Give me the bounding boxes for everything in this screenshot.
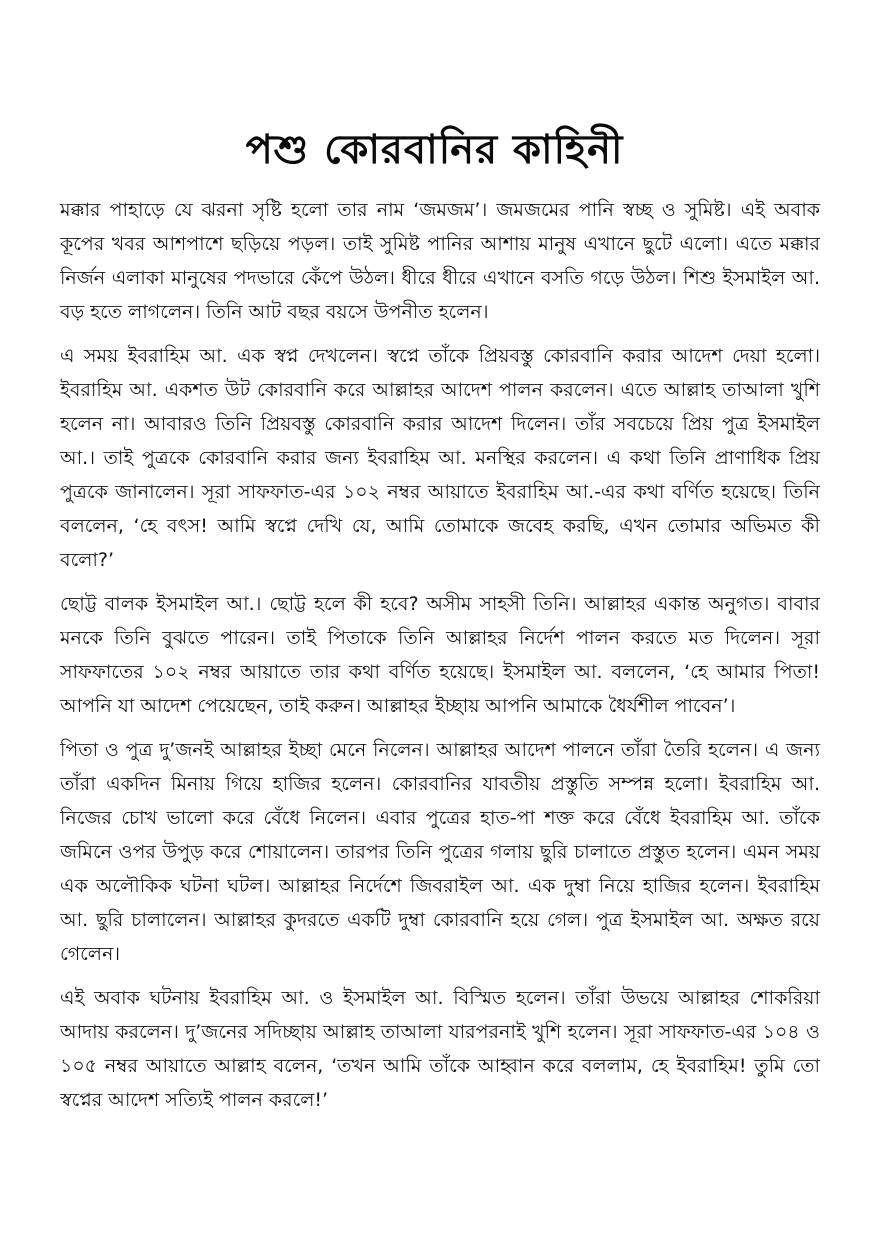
paragraph-5: এই অবাক ঘটনায় ইবরাহিম আ. ও ইসমাইল আ. বিস্মিত হলেন। তাঁরা উভয়ে আল্লাহর শোকরিয়া আদায় করলেন। দু’জনের সদিচ্ছায় আল্লাহ তাআলা যারপরনাই খুশি হলেন। সূরা সাফফাত-এর ১০৪ ও ১০৫ নম্বর আয়াতে আল্লাহ বলেন, ‘তখন আমি তাঁকে আহ্বান করে বললাম, হে ইবরাহিম! তুমি তো স্বপ্নের আদেশ সত্যিই পালন করলে!’ xyxy=(60,987,820,1111)
body-text xyxy=(60,193,820,1127)
paragraph-1: মক্কার পাহাড়ে যে ঝরনা সৃষ্টি হলো তার নাম ‘জমজম’। জমজমের পানি স্বচ্ছ ও সুমিষ্ট। এই অবাক কূপের খবর আশপাশে ছড়িয়ে পড়ল। তাই সুমিষ্ট পানির আশায় মানুষ এখানে ছুটে এলো। এতে মক্কার নির্জন এলাকা মানুষের পদভারে কেঁপে উঠল। ধীরে ধীরে এখানে বসতি গড়ে উঠল। শিশু ইসমাইল আ. বড় হতে লাগলেন। তিনি আট বছর বয়সে উপনীত হলেন। xyxy=(60,199,820,323)
paragraph-4: পিতা ও পুত্র দু’জনই আল্লাহর ইচ্ছা মেনে নিলেন। আল্লাহর আদেশ পালনে তাঁরা তৈরি হলেন। এ জন্য তাঁরা একদিন মিনায় গিয়ে হাজির হলেন। কোরবানির যাবতীয় প্রস্তুতি সম্পন্ন হলো। ইবরাহিম আ. নিজের চোখ ভালো করে বেঁধে নিলেন। এবার পুত্রের হাত-পা শক্ত করে বেঁধে ইবরাহিম আ. তাঁকে জমিনে ওপর উপুড় করে শোয়ালেন। তারপর তিনি পুত্রের গলায় ছুরি চালাতে প্রস্তুত হলেন। এমন সময় এক অলৌকিক ঘটনা ঘটল। আল্লাহর নির্দেশে জিবরাইল আ. এক দুম্বা নিয়ে হাজির হলেন। ইবরাহিম আ. ছুরি চালালেন। আল্লাহর কুদরতে একটি দুম্বা কোরবানি হয়ে গেল। পুত্র ইসমাইল আ. অক্ষত রয়ে গেলেন। xyxy=(60,739,820,965)
paragraph-2: এ সময় ইবরাহিম আ. এক স্বপ্ন দেখলেন। স্বপ্নে তাঁকে প্রিয়বস্তু কোরবানি করার আদেশ দেয়া হলো। ইবরাহিম আ. একশত উট কোরবানি করে আল্লাহর আদেশ পালন করলেন। এতে আল্লাহ তাআলা খুশি হলেন না। আবারও তিনি প্রিয়বস্তু কোরবানি করার আদেশ দিলেন। তাঁর সবচেয়ে প্রিয় পুত্র ইসমাইল আ.। তাই পুত্রকে কোরবানি করার জন্য ইবরাহিম আ. মনস্থির করলেন। এ কথা তিনি প্রাণাধিক প্রিয় পুত্রকে জানালেন। সূরা সাফফাত-এর ১০২ নম্বর আয়াতে ইবরাহিম আ.-এর কথা বর্ণিত হয়েছে। তিনি বললেন, ‘হে বৎস! আমি স্বপ্নে দেখি যে, আমি তোমাকে জবেহ করছি, এখন তোমার অভিমত কী বলো?’ xyxy=(60,345,820,571)
page-title: পশু কোরবানির কাহিনী xyxy=(245,127,624,173)
paragraph-3: ছোট্ট বালক ইসমাইল আ.। ছোট্ট হলে কী হবে? অসীম সাহসী তিনি। আল্লাহর একান্ত অনুগত। বাবার মনকে তিনি বুঝতে পারেন। তাই পিতাকে তিনি আল্লাহর নির্দেশ পালন করতে মত দিলেন। সূরা সাফফাতের ১০২ নম্বর আয়াতে তার কথা বর্ণিত হয়েছে। ইসমাইল আ. বললেন, ‘হে আমার পিতা! আপনি যা আদেশ পেয়েছেন, তাই করুন। আল্লাহর ইচ্ছায় আপনি আমাকে ধৈর্যশীল পাবেন’। xyxy=(60,593,820,717)
